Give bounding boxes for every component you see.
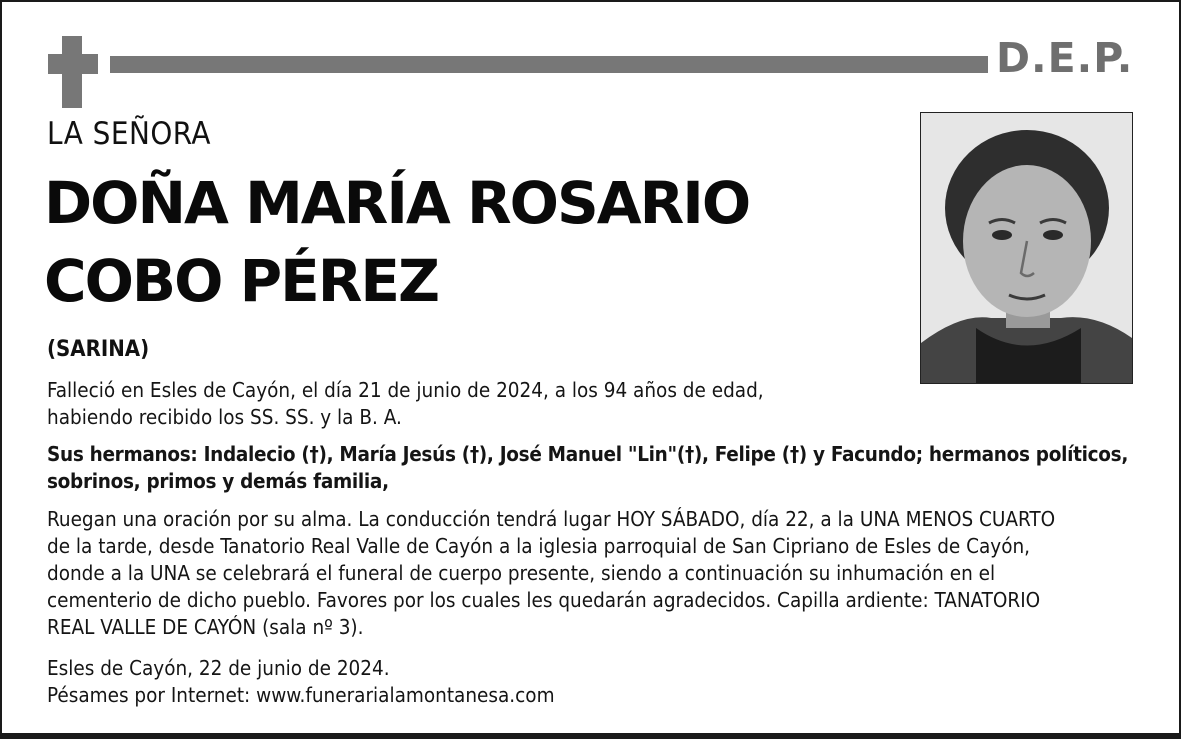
portrait-image: [921, 113, 1132, 383]
family-list-line: Sus hermanos: Indalecio (†), María Jesús (†), José Manuel "Lin"(†), Felipe (†) y Facundo; hermanos políticos,: [47, 442, 1129, 466]
death-details: [47, 377, 867, 431]
honorific-label: LA SEÑORA: [47, 116, 211, 152]
condolences-link: Pésames por Internet: www.funerarialamontanesa.com: [47, 683, 555, 707]
funeral-details-line: donde a la UNA se celebrará el funeral de cuerpo presente, siendo a continuación su inhumación en el: [47, 561, 996, 585]
nickname: (SARINA): [47, 337, 150, 362]
funeral-details-line: REAL VALLE DE CAYÓN (sala nº 3).: [47, 615, 364, 639]
header-rule: [110, 56, 988, 73]
funeral-details-line: cementerio de dicho pueblo. Favores por los cuales les quedarán agradecidos. Capilla ardiente: TANATORIO: [47, 588, 1041, 612]
funeral-details-line: Ruegan una oración por su alma. La conducción tendrá lugar HOY SÁBADO, día 22, a la UNA MENOS CUARTO: [47, 507, 1056, 531]
family-list: [47, 441, 1157, 495]
family-list-line: sobrinos, primos y demás familia,: [47, 469, 389, 493]
death-details-line: Falleció en Esles de Cayón, el día 21 de junio de 2024, a los 94 años de edad,: [47, 378, 764, 402]
closing: [47, 655, 947, 709]
portrait-photo: [920, 112, 1133, 384]
place-date: Esles de Cayón, 22 de junio de 2024.: [47, 656, 390, 680]
deceased-name-line-2: COBO PÉREZ: [44, 247, 439, 315]
deceased-name-line-1: DOÑA MARÍA ROSARIO: [44, 169, 750, 237]
funeral-details-line: de la tarde, desde Tanatorio Real Valle de Cayón a la iglesia parroquial de San Cipriano de Esles de Cayón,: [47, 534, 1031, 558]
deceased-name: [44, 164, 894, 320]
dep-label: D.E.P.: [996, 34, 1134, 82]
death-details-line: habiendo recibido los SS. SS. y la B. A.: [47, 405, 402, 429]
funeral-details: [47, 506, 1157, 641]
cross-icon-arm: [48, 54, 98, 74]
